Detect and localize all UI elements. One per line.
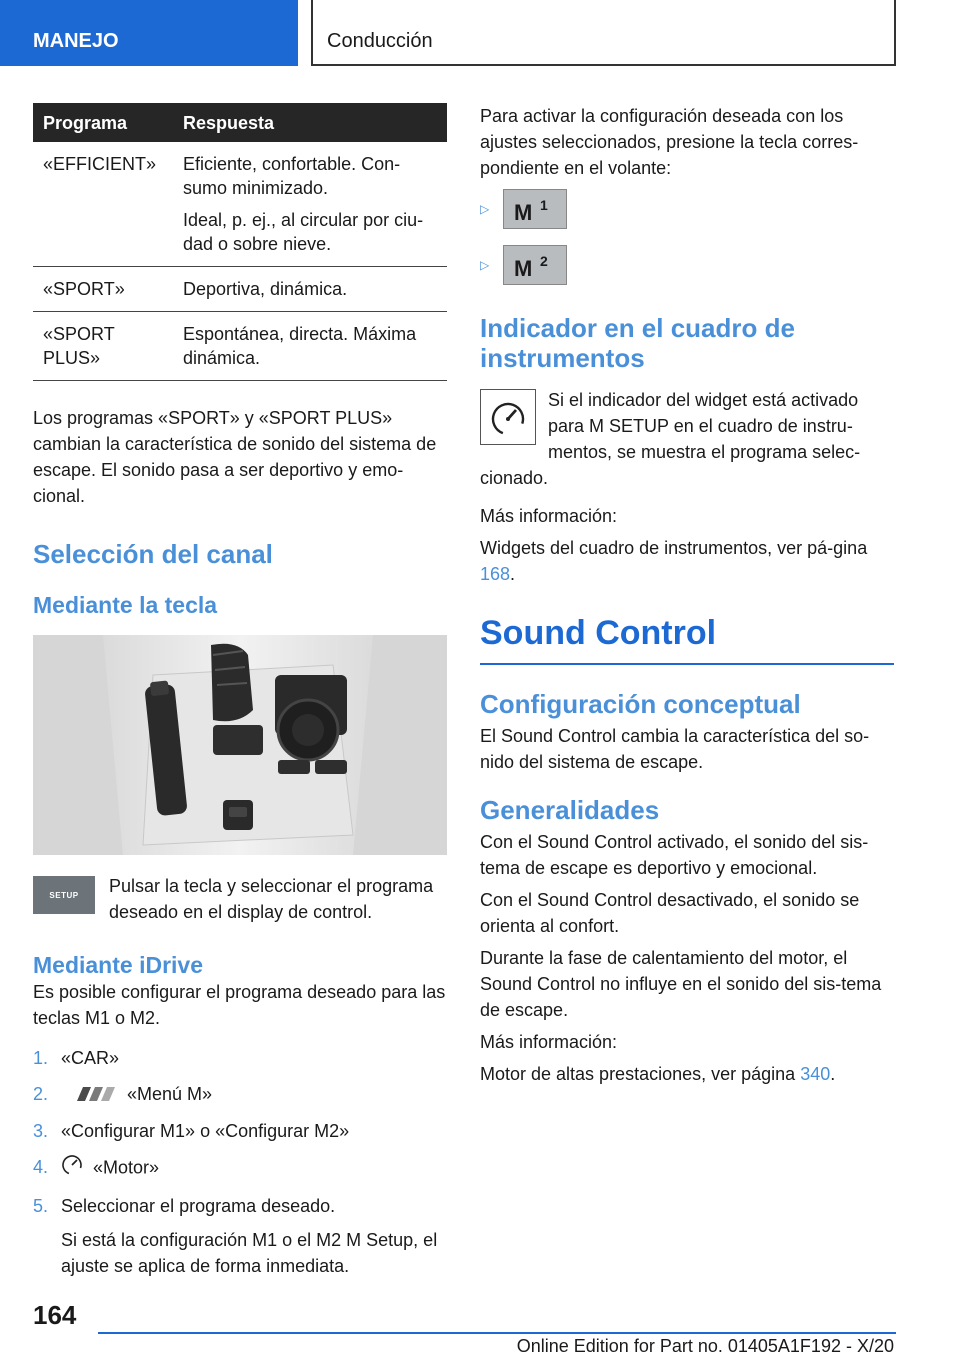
step-number: 2. xyxy=(33,1084,49,1104)
heading-channel-selection: Selección del canal xyxy=(33,539,273,569)
general-text-2: Con el Sound Control desactivado, el sonido se orienta al confort. xyxy=(480,890,860,936)
program-cell: «SPORT» xyxy=(33,267,175,312)
response-line: Espontánea, directa. Máxima dinámica. xyxy=(183,324,417,368)
concept-text: El Sound Control cambia la característica del so-nido del sistema de escape. xyxy=(480,726,870,772)
list-item xyxy=(33,1118,447,1144)
table-row xyxy=(33,267,447,312)
sport-intro-text: Los programas «SPORT» y «SPORT PLUS» cambian la característica de sonido del sistema de escape. El sonido pasa a ser deportivo y emo-cional. xyxy=(33,408,437,506)
program-table xyxy=(33,103,447,381)
center-console-photo xyxy=(33,635,447,855)
step-text: «Configurar M1» o «Configurar M2» xyxy=(61,1121,350,1142)
page-link-340[interactable]: 340 xyxy=(800,1064,831,1084)
widgets-ref-text: Widgets del cuadro de instrumentos, ver pá-gina xyxy=(480,538,868,558)
setup-row xyxy=(33,873,447,925)
step-text: «Menú M» xyxy=(127,1084,213,1104)
page-number: 164 xyxy=(33,1300,77,1330)
motor-reference: Motor de altas prestaciones, ver página 340. xyxy=(480,1064,836,1084)
m2-label: 2 xyxy=(540,253,549,269)
indicator-text: Si el indicador del widget está activado para M SETUP en el cuadro de instru-mentos, se muestra el programa selec-cionado. xyxy=(480,390,861,488)
list-item xyxy=(33,1154,447,1183)
response-cell xyxy=(175,312,447,381)
activate-text: Para activar la configuración deseada con los ajustes seleccionados, presione la tecla corres-pondiente en el volante: xyxy=(480,106,859,178)
table-header-row xyxy=(33,103,447,142)
page-link-168[interactable]: 168 xyxy=(480,564,511,584)
list-item xyxy=(33,1193,447,1279)
page-header xyxy=(0,0,960,66)
table-row xyxy=(33,142,447,267)
heading-conceptual-config: Configuración conceptual xyxy=(480,689,801,719)
svg-text:M: M xyxy=(514,200,533,224)
right-column xyxy=(480,103,894,1087)
step-text: «CAR» xyxy=(61,1048,120,1068)
general-text-1: Con el Sound Control activado, el sonido del sis-tema de escape es deportivo y emocional. xyxy=(480,832,869,878)
indicator-block xyxy=(480,387,894,491)
response-line: Eficiente, confortable. Con-sumo minimizado. xyxy=(183,154,401,198)
svg-text:M: M xyxy=(514,256,533,280)
left-column xyxy=(33,103,447,1289)
m-stripes-icon xyxy=(73,1082,117,1108)
section-tab: MANEJO xyxy=(0,0,298,66)
m1-row xyxy=(480,187,894,231)
table-header-response: Respuesta xyxy=(175,103,447,142)
response-line: Deportiva, dinámica. xyxy=(183,279,348,299)
more-info-label-2: Más información: xyxy=(480,1032,618,1052)
response-cell xyxy=(175,142,447,267)
gauge-icon xyxy=(480,389,536,445)
list-item xyxy=(33,1045,447,1071)
idrive-steps xyxy=(33,1045,447,1279)
table-header-program: Programa xyxy=(33,103,175,142)
chapter-title: Conducción xyxy=(311,0,896,66)
heading-instrument-indicator: Indicador en el cuadro de instrumentos xyxy=(480,313,795,373)
list-item xyxy=(33,1081,447,1108)
heading-general: Generalidades xyxy=(480,795,660,825)
footer-divider xyxy=(98,1332,896,1334)
response-line: Ideal, p. ej., al circular por ciu-dad o sobre nieve. xyxy=(183,210,424,254)
setup-button-icon: SETUP xyxy=(33,876,95,914)
step-number: 3. xyxy=(33,1121,49,1142)
bullet-triangle-icon: ▷ xyxy=(480,202,490,216)
general-text-3: Durante la fase de calentamiento del motor, el Sound Control no influye en el sonido del sis-tema de escape. xyxy=(480,948,882,1020)
m2-button-icon xyxy=(503,245,567,285)
heading-by-idrive: Mediante iDrive xyxy=(33,952,203,978)
table-row xyxy=(33,312,447,381)
heading-by-button: Mediante la tecla xyxy=(33,592,218,618)
more-info-label: Más información: xyxy=(480,506,618,526)
m1-label: 1 xyxy=(540,197,549,213)
gauge-icon xyxy=(61,1154,83,1183)
setup-text: Pulsar la tecla y seleccionar el programa deseado en el display de control. xyxy=(109,876,434,922)
heading-sound-control: Sound Control xyxy=(480,613,894,665)
program-cell: «SPORT PLUS» xyxy=(33,312,175,381)
step-text: Seleccionar el programa deseado. xyxy=(61,1196,336,1217)
widgets-reference: Widgets del cuadro de instrumentos, ver pá-gina 168. xyxy=(480,538,868,584)
m1-button-icon xyxy=(503,189,567,229)
motor-ref-text: Motor de altas prestaciones, ver página xyxy=(480,1064,796,1084)
edition-text: Online Edition for Part no. 01405A1F192 - X/20 xyxy=(516,1336,894,1356)
step-number: 5. xyxy=(33,1196,49,1217)
step-number: 1. xyxy=(33,1048,49,1068)
idrive-text: Es posible configurar el programa deseado para las teclas M1 o M2. xyxy=(33,982,446,1028)
bullet-triangle-icon: ▷ xyxy=(480,258,490,272)
response-cell xyxy=(175,267,447,312)
m2-row xyxy=(480,243,894,287)
step-subtext: Si está la configuración M1 o el M2 M Setup, el ajuste se aplica de forma inmediata. xyxy=(61,1230,438,1277)
step-number: 4. xyxy=(33,1157,49,1178)
step-text: «Motor» xyxy=(93,1157,160,1178)
program-cell: «EFFICIENT» xyxy=(33,142,175,267)
